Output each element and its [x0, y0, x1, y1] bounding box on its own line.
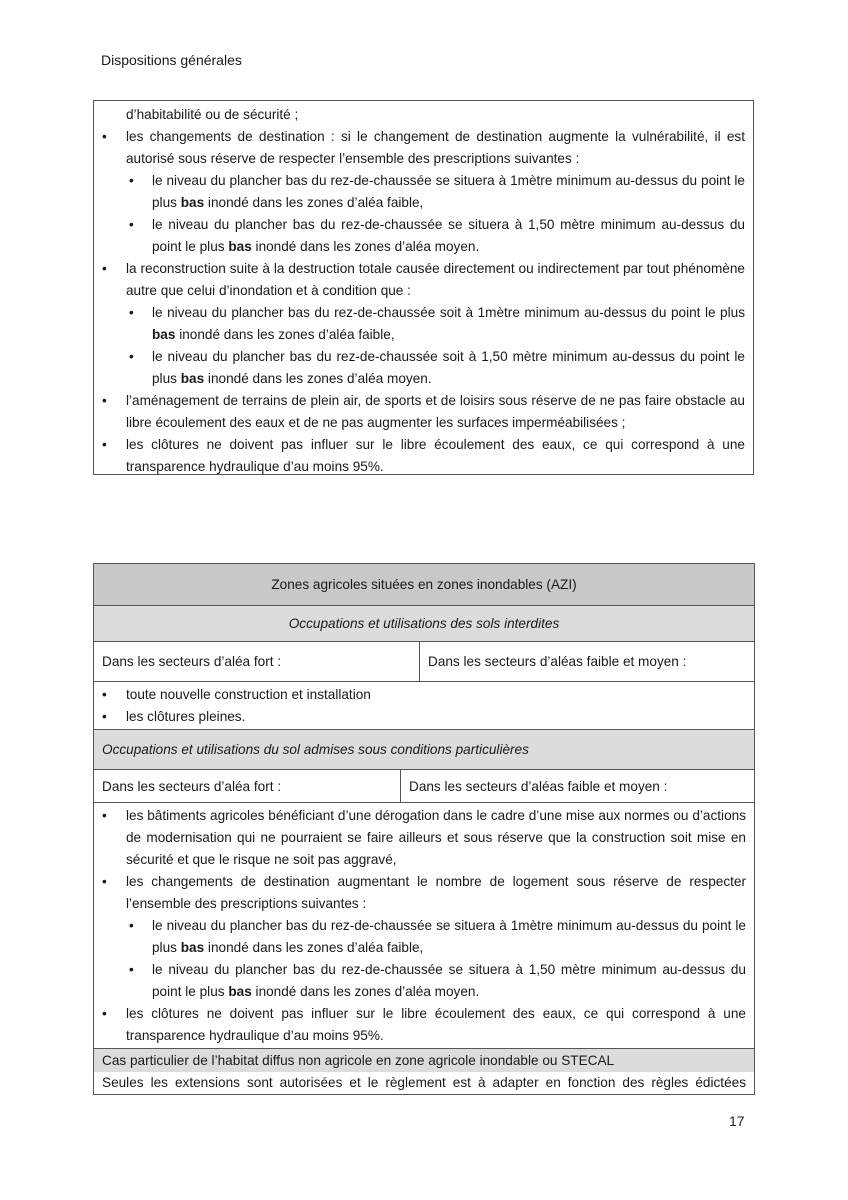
sub-bullet-list	[126, 170, 745, 258]
continued-table	[93, 100, 754, 475]
column-headers-interdites	[94, 642, 754, 682]
bullet-list	[102, 684, 746, 728]
list-item: • les clôtures ne doivent pas influer sur le libre écoulement des eaux, ce qui correspond à une transparence hydraulique d’au moins 95%.	[102, 1003, 746, 1047]
sub-list-item	[126, 214, 745, 258]
running-header: Dispositions générales	[101, 52, 242, 68]
page-number: 17	[729, 1113, 745, 1129]
sub-item-bold: bas	[180, 195, 205, 210]
special-case-text: Seules les extensions sont autorisées et le règlement est à adapter en fonction des règles édictées	[102, 1075, 746, 1090]
sub-list-item	[126, 346, 745, 390]
section-heading-admises: Occupations et utilisations du sol admises sous conditions particulières	[94, 730, 754, 770]
list-item	[102, 258, 745, 390]
column-header-faible-moyen: Dans les secteurs d’aléas faible et moyen :	[419, 642, 754, 681]
sub-list-item	[126, 915, 746, 959]
sub-bullet-list	[126, 302, 745, 390]
sub-item-text: le niveau du plancher bas du rez-de-chaussée soit à 1mètre minimum au-dessus du point le plus	[152, 305, 745, 320]
column-headers-admises	[94, 770, 754, 803]
list-item: • les bâtiments agricoles bénéficiant d’une dérogation dans le cadre d’une mise aux normes ou d’actions de modernisation qui ne pourraient se faire ailleurs et sous réserve que la construction soit mise en sécurité et que le risque ne soit pas aggravé,	[102, 805, 746, 871]
sub-item-bold: bas	[180, 940, 205, 955]
sub-list-item	[126, 170, 745, 214]
sub-item-text: le niveau du plancher bas du rez-de-chaussée soit à 1,50 mètre minimum au-dessus du point le plus	[152, 349, 745, 386]
sub-item-bold: bas	[228, 239, 252, 254]
special-case-section	[94, 1049, 754, 1094]
sub-item-text: le niveau du plancher bas du rez-de-chaussée se situera à 1,50 mètre minimum au-dessus du point le plus	[152, 217, 745, 254]
sub-list-item	[126, 302, 745, 346]
sub-item-bold: bas	[228, 984, 252, 999]
table-content	[94, 101, 753, 478]
special-case-heading: Cas particulier de l’habitat diffus non agricole en zone agricole inondable ou STECAL	[94, 1049, 754, 1072]
item-text: la reconstruction suite à la destruction totale causée directement ou indirectement par tout phénomène autre que celui d’inondation et à condition que :	[126, 261, 745, 298]
sub-item-text: le niveau du plancher bas du rez-de-chaussée se situera à 1mètre minimum au-dessus du point le plus	[152, 173, 745, 210]
azi-table	[93, 563, 755, 1095]
admises-list-cell	[94, 803, 754, 1049]
list-item	[102, 126, 745, 258]
sub-bullet-list	[126, 915, 746, 1003]
sub-item-text-end: inondé dans les zones d’aléa faible,	[175, 327, 395, 342]
list-item: • les clôtures pleines.	[102, 706, 746, 728]
sub-item-text-end: inondé dans les zones d’aléa moyen.	[251, 239, 480, 254]
sub-item-text: le niveau du plancher bas du rez-de-chaussée se situera à 1,50 mètre minimum au-dessus du point le plus	[152, 962, 746, 999]
interdites-list-cell	[94, 682, 754, 730]
sub-list-item	[126, 959, 746, 1003]
sub-item-text-end: inondé dans les zones d’aléa faible,	[204, 940, 424, 955]
item-text: les changements de destination : si le changement de destination augmente la vulnérabilité, il est autorisé sous réserve de respecter l’ensemble des prescriptions suivantes :	[126, 129, 745, 166]
list-item	[102, 871, 746, 1003]
sub-item-text-end: inondé dans les zones d’aléa faible,	[204, 195, 424, 210]
list-item: • toute nouvelle construction et installation	[102, 684, 746, 706]
sub-item-bold: bas	[152, 327, 176, 342]
item-text: les changements de destination augmentant le nombre de logement sous réserve de respecter l’ensemble des prescriptions suivantes :	[126, 874, 746, 911]
bullet-list	[102, 805, 746, 1047]
column-header-fort: Dans les secteurs d’aléa fort :	[102, 654, 282, 669]
sub-item-text: le niveau du plancher bas du rez-de-chaussée se situera à 1mètre minimum au-dessus du point le plus	[152, 918, 746, 955]
list-item: • les clôtures ne doivent pas influer sur le libre écoulement des eaux, ce qui correspond à une transparence hydraulique d’au moins 95%.	[102, 434, 745, 478]
column-header-fort: Dans les secteurs d’aléa fort :	[102, 778, 282, 794]
table-title: Zones agricoles situées en zones inondables (AZI)	[94, 564, 754, 606]
continuation-text: d’habitabilité ou de sécurité ;	[126, 107, 299, 122]
sub-item-bold: bas	[180, 371, 205, 386]
list-item: • l’aménagement de terrains de plein air, de sports et de loisirs sous réserve de ne pas faire obstacle au libre écoulement des eaux et de ne pas augmenter les surfaces imperméabilisées ;	[102, 390, 745, 434]
section-heading-interdites: Occupations et utilisations des sols interdites	[94, 606, 754, 642]
sub-item-text-end: inondé dans les zones d’aléa moyen.	[251, 984, 480, 999]
column-header-faible-moyen: Dans les secteurs d’aléas faible et moyen :	[400, 770, 754, 802]
bullet-list	[102, 126, 745, 478]
sub-item-text-end: inondé dans les zones d’aléa moyen.	[204, 371, 432, 386]
